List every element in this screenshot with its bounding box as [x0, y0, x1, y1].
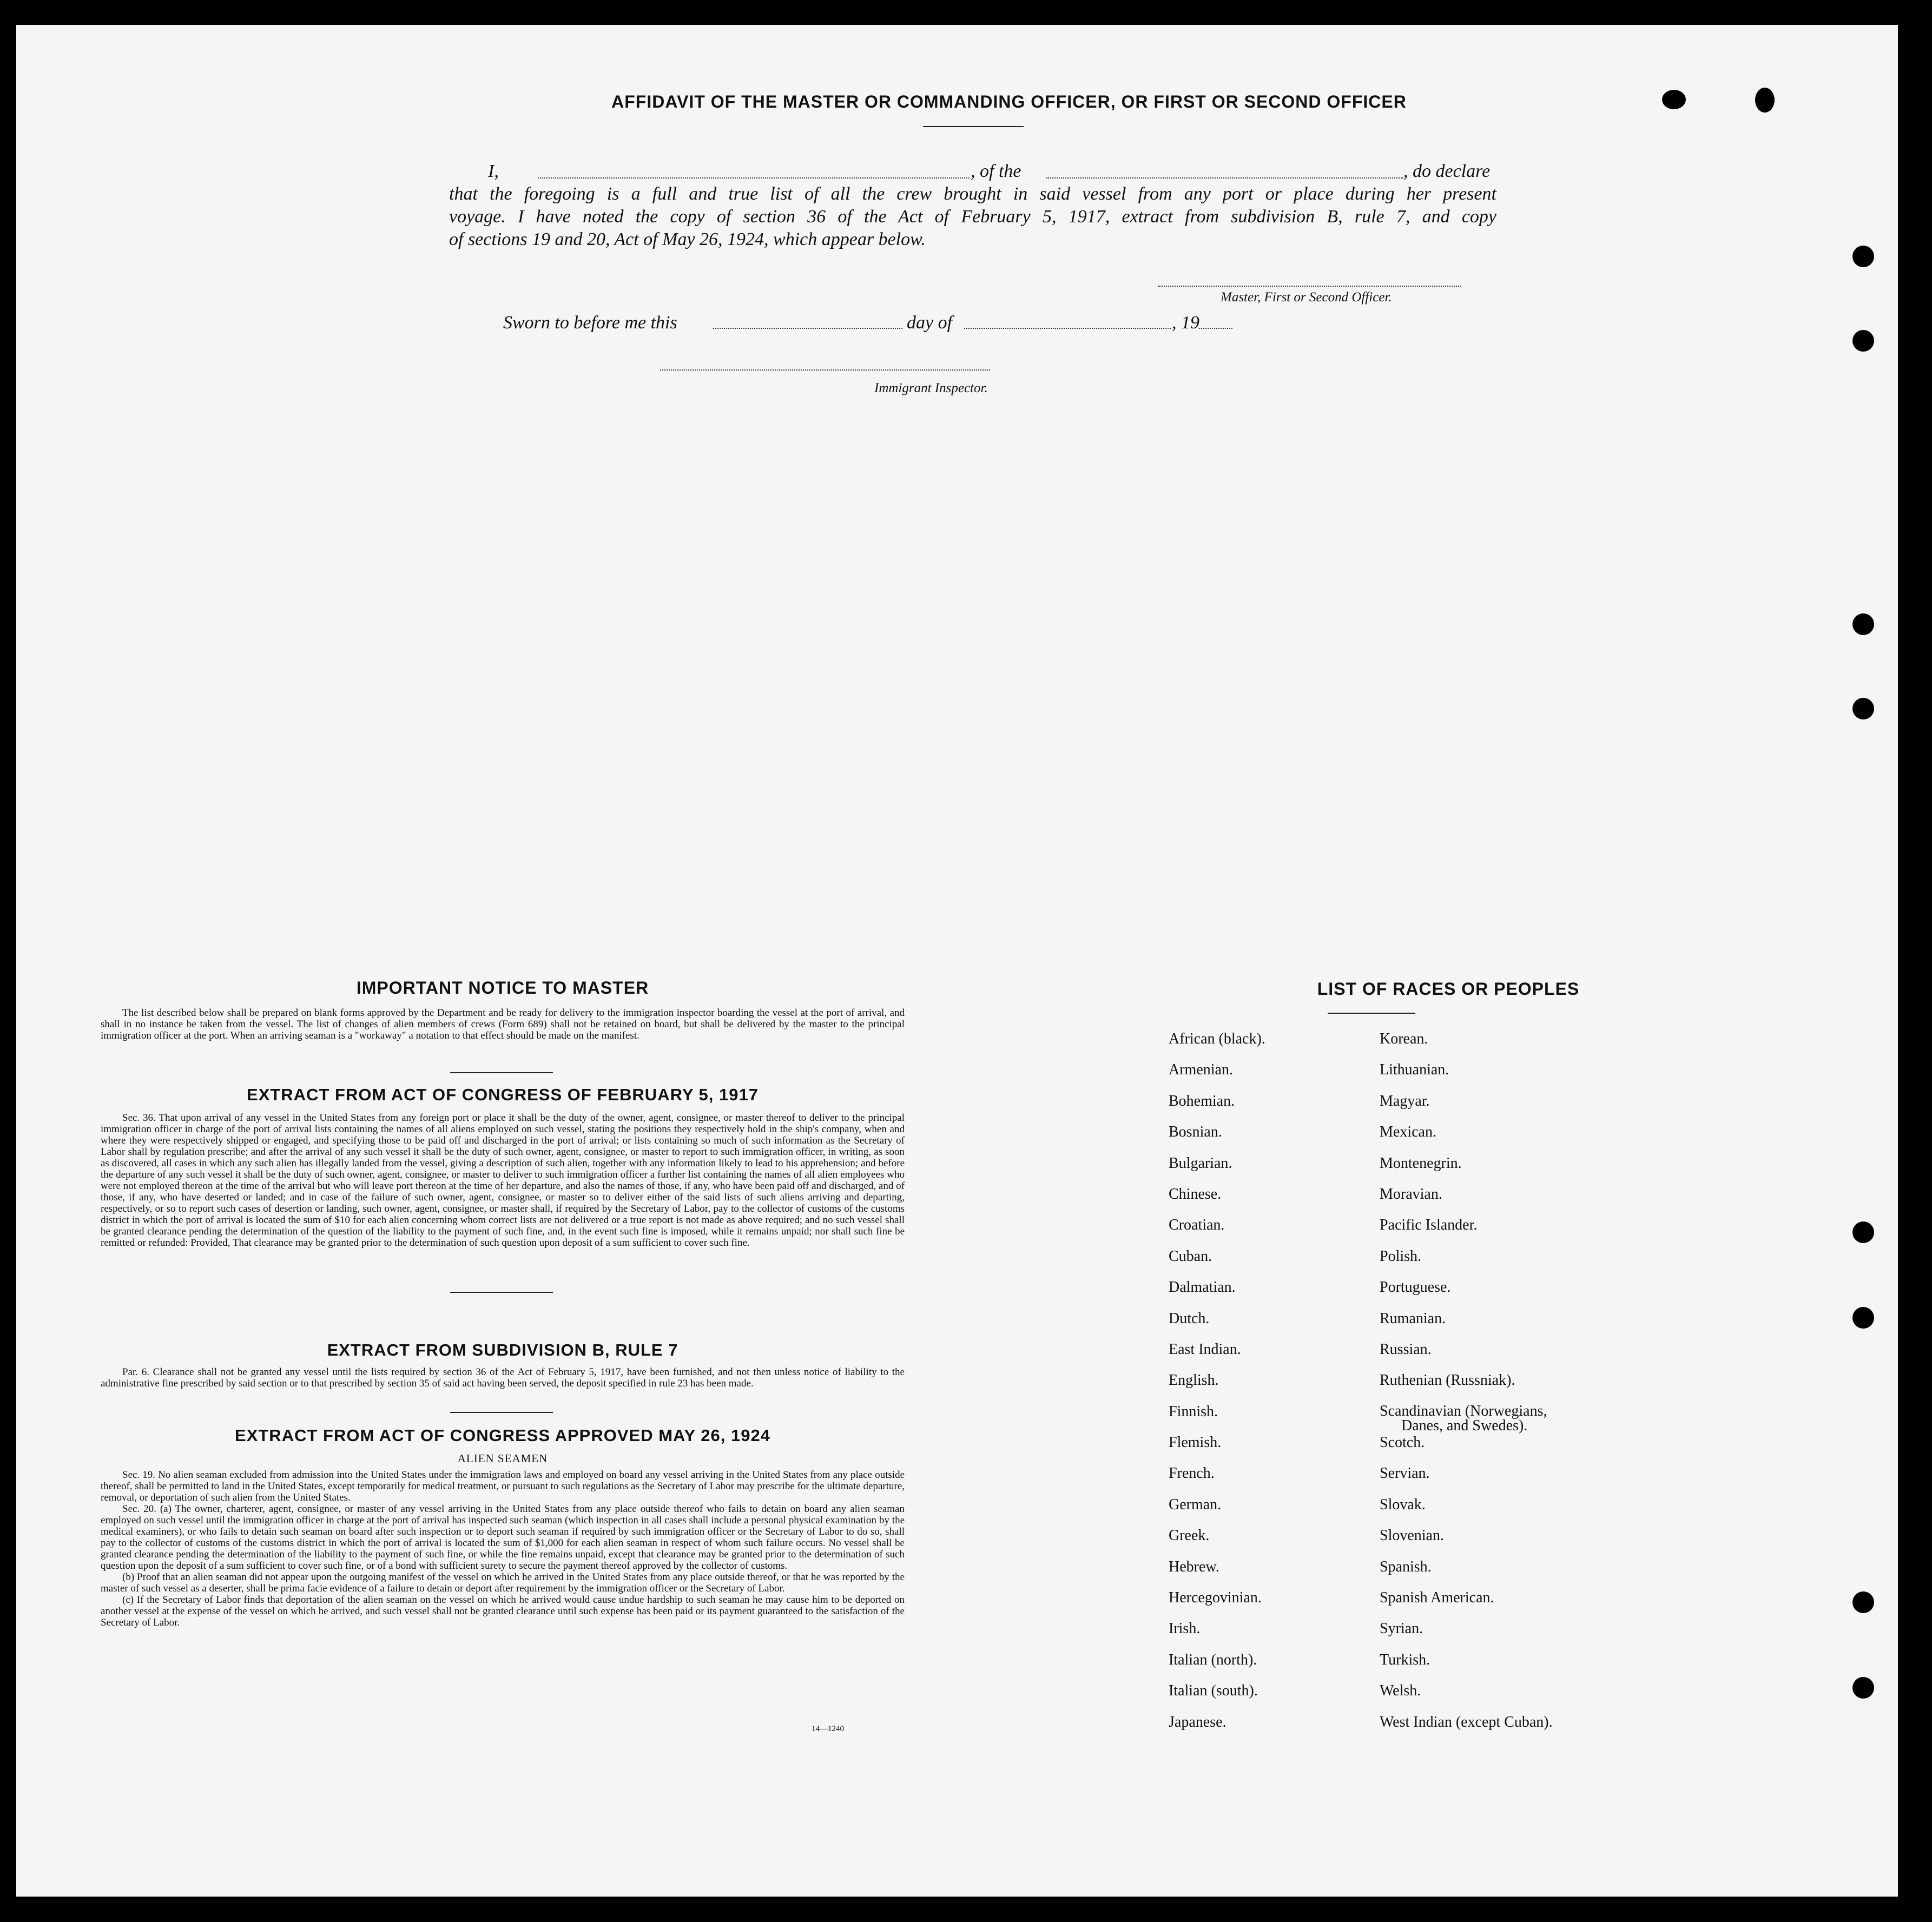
race-item: Finnish.	[1169, 1403, 1218, 1420]
race-item: Greek.	[1169, 1527, 1210, 1544]
race-item-scandinavian	[1380, 1404, 1553, 1435]
race-item: Bohemian.	[1169, 1092, 1235, 1109]
sec-20a-text: Sec. 20. (a) The owner, charterer, agent, consignee, or master of any vessel arriving in the United States from any place outside thereof who fails to detain on board any alien seaman employed on such vessel until the immigration officer in charge at the port of arrival has inspected such seaman (which inspection in all cases shall include a personal physical examination by the medical examiners), or who fails to detain such seaman on board after such inspection or to deport such seaman if required by such immigration officer or the Secretary of Labor to do so, shall pay to the collector of customs of the customs district in which the port of arrival is located the sum of $1,000 for each alien seaman in respect of whom such failure occurs. No vessel shall be granted clearance pending the determination of the liability to the payment of such fine, or while the fine remains unpaid, except that clearance may be granted prior to the determination of such question upon the deposit of a sum sufficient to cover such fine, or of a bond with sufficient surety to secure the payment thereof approved by the collector of customs.	[101, 1503, 905, 1571]
sworn-year-blank-line[interactable]	[1199, 328, 1232, 329]
race-item: Chinese.	[1169, 1185, 1222, 1203]
race-item: Italian (north).	[1169, 1651, 1257, 1668]
extract-1917-body: Sec. 36. That upon arrival of any vessel in the United States from any foreign port or place it shall be the duty of the owner, agent, consignee, or master thereof to deliver to the principal immigration officer in charge of the port of arrival lists containing the names of all aliens employed on such vessel, stating the positions they respectively hold in the ship's company, when and where they were respectively shipped or engaged, and specifying those to be paid off and discharged in the port of arrival; or lists containing so much of such information as the Secretary of Labor shall by regulation prescribe; and after the arrival of any such vessel it shall be the duty of such owner, agent, consignee, or master to report to such immigration officer, in writing, as soon as discovered, all cases in which any such alien has illegally landed from the vessel, giving a description of such alien, together with any information likely to lead to his apprehension; and before the departure of any such vessel it shall be the duty of such owner, agent, consignee, or master to deliver to such immigration officer a further list containing the names of all alien employees who were not employed thereon at the time of the arrival but who will leave port thereon at the time of her departure, and also the names of those, if any, who have been paid off and discharged, and of those, if any, who have deserted or landed; and in case of the failure of such owner, agent, consignee, or master so to deliver either of the said lists of such aliens arriving and departing, respectively, or so to report such cases of desertion or landing, such owner, agent, consignee, or master shall, if required by the Secretary of Labor, pay to the collector of customs of the customs district in which the port of arrival is located the sum of $10 for each alien concerning whom correct lists are not delivered or a true report is not made as above required; and no such vessel shall be granted clearance pending the determination of the question of the liability to the payment of such fine, and, in the event such fine is imposed, while it remains unpaid; nor shall such fine be remitted or refunded: Provided, That clearance may be granted prior to the determination of such question upon deposit of a sum sufficient to cover such fine.	[101, 1112, 905, 1249]
extract-1917-title: EXTRACT FROM ACT OF CONGRESS OF FEBRUARY 5, 1917	[247, 1085, 759, 1104]
sec-20b-text: (b) Proof that an alien seaman did not appear upon the outgoing manifest of the vessel on which he arrived in the United States from any place outside thereof, or that he was reported by the master of such vessel as a deserter, shall be prima facie evidence of a failure to detain or deport after requirement by the immigration officer or the Secretary of Labor.	[101, 1571, 905, 1594]
section-rule	[450, 1292, 553, 1293]
race-item: Turkish.	[1380, 1651, 1430, 1668]
race-item: Portuguese.	[1380, 1279, 1451, 1296]
race-item: Welsh.	[1380, 1682, 1421, 1700]
race-item: Spanish American.	[1380, 1589, 1494, 1607]
affidavit-line-3: voyage. I have noted the copy of section 36 of the Act of February 5, 1917, extract from subdivision B, rule 7, and copy	[449, 207, 1496, 227]
binder-hole	[1852, 1221, 1874, 1243]
race-item: East Indian.	[1169, 1340, 1241, 1358]
extract-1924-body	[101, 1469, 905, 1628]
binder-hole	[1852, 1591, 1874, 1613]
race-item: Armenian.	[1169, 1061, 1233, 1079]
races-rule	[1328, 1013, 1415, 1014]
affidavit-line-4: of sections 19 and 20, Act of May 26, 1924, which appear below.	[449, 229, 926, 249]
race-item: Moravian.	[1380, 1185, 1442, 1203]
race-item: Korean.	[1380, 1031, 1428, 1047]
race-item: Scotch.	[1380, 1434, 1425, 1451]
race-item: Cuban.	[1169, 1247, 1212, 1265]
race-item: Italian (south).	[1169, 1682, 1258, 1700]
races-right-column	[1380, 1031, 1553, 1745]
sworn-day-blank-line[interactable]	[713, 328, 902, 329]
ink-blot	[1755, 88, 1775, 113]
race-item: English.	[1169, 1372, 1219, 1389]
binder-hole	[1852, 1677, 1874, 1699]
race-item: Slovenian.	[1380, 1527, 1444, 1544]
alien-seamen-subtitle: ALIEN SEAMEN	[457, 1452, 548, 1465]
races-left-column	[1169, 1031, 1265, 1745]
race-item: Spanish.	[1380, 1558, 1432, 1575]
race-item: German.	[1169, 1496, 1222, 1513]
extract-1924-title: EXTRACT FROM ACT OF CONGRESS APPROVED MAY 26, 1924	[235, 1426, 770, 1445]
signature-blank-line[interactable]	[1158, 286, 1461, 287]
race-item: Croatian.	[1169, 1217, 1225, 1234]
ink-blot	[1662, 90, 1686, 109]
race-item: Dalmatian.	[1169, 1279, 1236, 1296]
master-caption: Master, First or Second Officer.	[1221, 290, 1392, 305]
race-item: Dutch.	[1169, 1310, 1210, 1327]
title-rule	[923, 126, 1024, 127]
affidavit-title: AFFIDAVIT OF THE MASTER OR COMMANDING OFFICER, OR FIRST OR SECOND OFFICER	[611, 92, 1407, 111]
form-number: 14—1240	[812, 1725, 844, 1733]
race-item: Scandinavian (Norwegians,	[1380, 1402, 1547, 1419]
race-item: Mexican.	[1380, 1124, 1436, 1141]
binder-hole	[1852, 613, 1874, 635]
race-item: Hercegovinian.	[1169, 1589, 1262, 1607]
day-of-label: day of	[907, 313, 953, 333]
race-item: Lithuanian.	[1380, 1061, 1449, 1079]
race-item: Hebrew.	[1169, 1558, 1219, 1575]
race-item: Pacific Islander.	[1380, 1217, 1478, 1234]
binder-hole	[1852, 698, 1874, 719]
inspector-blank-line[interactable]	[660, 369, 990, 371]
race-item: Flemish.	[1169, 1434, 1222, 1451]
affidavit-i-label: I,	[488, 161, 499, 181]
race-item: Slovak.	[1380, 1496, 1426, 1513]
sec-20c-text: (c) If the Secretary of Labor finds that deportation of the alien seaman on the vessel on which he arrived would cause undue hardship to such seaman he may cause him to be deported on another vessel at the expense of the vessel on which he arrived, and such vessel shall not be granted clearance until such expense has been paid or its payment guaranteed to the satisfaction of the Secretary of Labor.	[101, 1594, 905, 1628]
race-item: Magyar.	[1380, 1092, 1430, 1109]
binder-hole	[1852, 246, 1874, 267]
sec-19-text: Sec. 19. No alien seaman excluded from admission into the United States under the immigration laws and employed on board any vessel arriving in the United States from any place outside thereof, shall be permitted to land in the United States, except temporarily for medical treatment, or pursuant to such regulations as the Secretary of Labor may prescribe for the ultimate departure, removal, or deportation of such alien from the United States.	[101, 1469, 905, 1503]
affidavit-declare-label: , do declare	[1403, 161, 1491, 181]
race-item: French.	[1169, 1465, 1215, 1482]
rule7-title: EXTRACT FROM SUBDIVISION B, RULE 7	[327, 1340, 678, 1359]
affidavit-of-the-label: , of the	[971, 161, 1021, 181]
race-item: West Indian (except Cuban).	[1380, 1713, 1553, 1731]
sworn-label: Sworn to before me this	[503, 313, 677, 333]
affidavit-line-2: that the foregoing is a full and true list of all the crew brought in said vessel from any port or place during her present	[449, 184, 1496, 204]
notice-body: The list described below shall be prepared on blank forms approved by the Department and be ready for delivery to the immigration inspector boarding the vessel at the port of arrival, and shall in no instance be taken from the vessel. The list of changes of alien members of crews (Form 689) shall not be retained on board, but shall be delivered by the master to the principal immigration officer at the port. When an arriving seaman is a "workaway" a notation to that effect should be made on the manifest.	[101, 1007, 905, 1041]
binder-hole	[1852, 330, 1874, 352]
race-item-continuation: Danes, and Swedes).	[1401, 1417, 1528, 1434]
vessel-blank-line[interactable]	[1046, 177, 1403, 179]
race-item: Polish.	[1380, 1247, 1422, 1265]
sworn-month-blank-line[interactable]	[964, 328, 1171, 329]
race-item: Syrian.	[1380, 1620, 1423, 1637]
race-item: Bulgarian.	[1169, 1154, 1232, 1172]
year-label: , 19	[1172, 313, 1199, 333]
race-item: Japanese.	[1169, 1713, 1227, 1731]
race-item: Russian.	[1380, 1340, 1432, 1358]
race-item: Bosnian.	[1169, 1124, 1222, 1141]
rule7-body: Par. 6. Clearance shall not be granted any vessel until the lists required by section 36 of the Act of February 5, 1917, have been furnished, and not then unless notice of liability to the administrative fine prescribed by said section or to that prescribed by section 35 of said act having been served, the deposit specified in rule 23 has been made.	[101, 1366, 905, 1389]
notice-title: IMPORTANT NOTICE TO MASTER	[356, 978, 649, 998]
race-item: Irish.	[1169, 1620, 1201, 1637]
race-item: Servian.	[1380, 1465, 1430, 1482]
race-item: Montenegrin.	[1380, 1154, 1462, 1172]
race-item: African (black).	[1169, 1031, 1265, 1047]
race-item: Rumanian.	[1380, 1310, 1446, 1327]
race-item: Ruthenian (Russniak).	[1380, 1372, 1515, 1389]
inspector-caption: Immigrant Inspector.	[874, 381, 988, 395]
name-blank-line[interactable]	[538, 177, 970, 179]
section-rule	[450, 1412, 553, 1413]
section-rule	[450, 1072, 553, 1073]
races-title: LIST OF RACES OR PEOPLES	[1317, 979, 1580, 999]
binder-hole	[1852, 1307, 1874, 1329]
